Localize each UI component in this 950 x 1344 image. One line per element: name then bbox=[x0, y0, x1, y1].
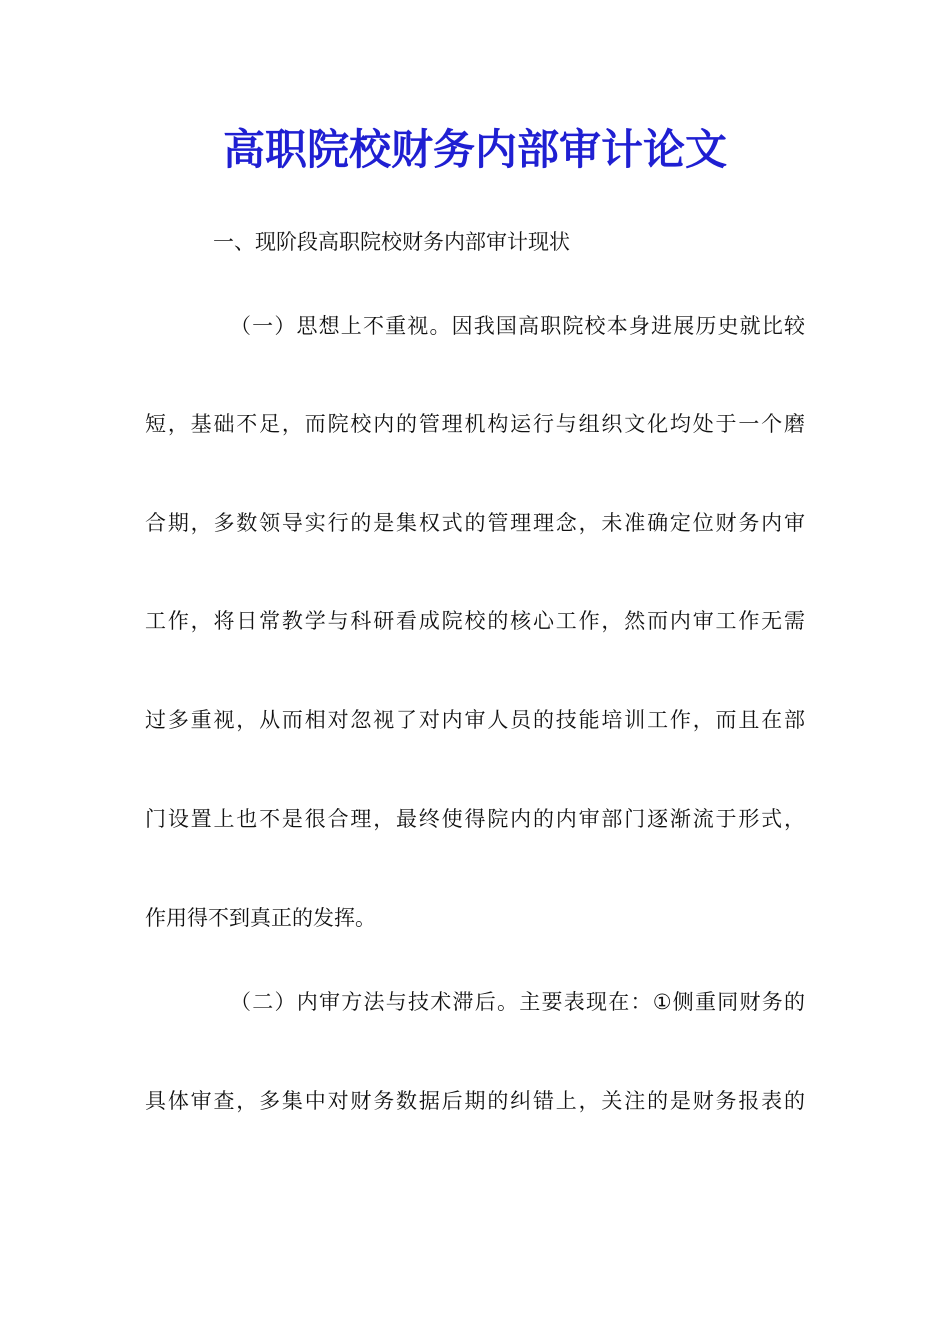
paragraph-line: 作用得不到真正的发挥。 bbox=[145, 906, 376, 930]
paragraph-line: （二）内审方法与技术滞后。主要表现在：①侧重同财务的 bbox=[230, 990, 805, 1014]
paragraph-line: （一）思想上不重视。因我国高职院校本身进展历史就比较 bbox=[230, 314, 805, 338]
paragraph-line: 合期，多数领导实行的是集权式的管理理念，未准确定位财务内审 bbox=[145, 511, 805, 535]
paragraph-line: 短，基础不足，而院校内的管理机构运行与组织文化均处于一个磨 bbox=[145, 412, 805, 436]
paragraph-line: 过多重视，从而相对忽视了对内审人员的技能培训工作，而且在部 bbox=[145, 708, 805, 732]
paragraph-line: 门设置上也不是很合理，最终使得院内的内审部门逐渐流于形式， bbox=[145, 807, 805, 831]
paragraph-line: 具体审查，多集中对财务数据后期的纠错上，关注的是财务报表的 bbox=[145, 1089, 805, 1113]
section-heading: 一、现阶段高职院校财务内部审计现状 bbox=[213, 230, 570, 254]
paragraph-line: 工作，将日常教学与科研看成院校的核心工作，然而内审工作无需 bbox=[145, 609, 805, 633]
document-title: 高职院校财务内部审计论文 bbox=[222, 125, 727, 174]
